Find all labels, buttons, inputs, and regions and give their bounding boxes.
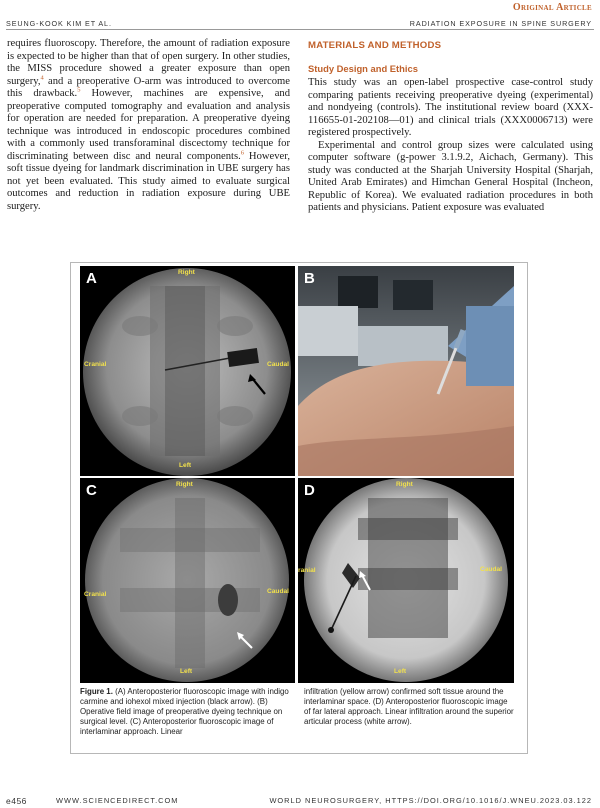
orientation-right-c: Right xyxy=(176,481,193,488)
orientation-caudal-a: Caudal xyxy=(267,361,289,368)
figure-panel-a xyxy=(80,266,295,476)
section-heading: MATERIALS AND METHODS xyxy=(308,40,442,51)
left-paragraph: requires fluoroscopy. Therefore, the amount of radiation exposure is expected to be higher than that of open surgery. In other studies, the MISS procedure showed a greater exposure than open surgery,$^4$ and a preoperative O-arm was introduced to overcome this drawback.$^5$ However, machines are expensive, and preoperative computed tomography and evaluation and analysis for operation are needed for preparation. A preoperative dyeing technique was introduced in endoscopic procedures combined with a commonly used transforaminal discectomy technique for discriminating between disc and neural components.$^6$ However, soft tissue dyeing for landmark discrimination in UBE surgery has not yet been evaluated. This study aimed to evaluate surgical outcomes and reduction in radiation exposure during UBE surgery. xyxy=(7,38,290,212)
figure-caption-left: Figure 1. (A) Anteroposterior fluoroscopic image with indigo carmine and iohexol mixed injection (black arrow). (B) Operative field image of preoperative dyeing technique on surgical level. (C) Anteroposterior fluoroscopic image of interlaminar approach. Linear xyxy=(80,687,289,736)
panel-label-b: B xyxy=(304,270,315,287)
orientation-cranial-a: Cranial xyxy=(84,361,107,368)
figure-label: Figure 1. xyxy=(80,687,113,696)
figure-panel-d xyxy=(298,478,514,683)
running-author: SEUNG-KOOK KIM ET AL. xyxy=(6,19,112,28)
running-title: RADIATION EXPOSURE IN SPINE SURGERY xyxy=(409,19,592,28)
orientation-cranial-c: Cranial xyxy=(84,591,107,598)
orientation-right-d: Right xyxy=(396,481,413,488)
citation-5[interactable]: 5 xyxy=(77,86,81,94)
subheading: Study Design and Ethics xyxy=(308,62,418,74)
header-rule xyxy=(6,29,594,30)
panel-label-a: A xyxy=(86,270,97,287)
page-number: e456 xyxy=(6,796,27,806)
panel-label-c: C xyxy=(86,482,97,499)
section-label: Original Article xyxy=(512,2,592,13)
orientation-left-c: Left xyxy=(180,668,193,675)
citation-4[interactable]: 4 xyxy=(40,73,44,81)
right-column xyxy=(308,40,593,215)
orientation-right-a: Right xyxy=(178,269,195,276)
operative-photo-b xyxy=(298,266,514,476)
orientation-left-d: Left xyxy=(394,668,407,675)
right-paragraph-2: Experimental and control group sizes were calculated using computer software (g-power 3.1.9.2, Aichach, Germany). This study was conducted at the Sharjah University Hospital (Sharjah, United Arab Emirates) and Himchan General Hospital (Incheon, Republic of Korea). We evaluated radiation procedures in both patients and physicians. Patient exposure was evaluated xyxy=(308,139,593,213)
left-column xyxy=(7,38,290,213)
figure-caption-right: infiltration (yellow arrow) confirmed soft tissue around the interlaminar space. (D) Anteroposterior fluoroscopic image of far lateral approach. Linear infiltration around the superior articular process (white arrow). xyxy=(304,687,514,726)
fluoroscopy-image-d xyxy=(298,478,514,683)
fluoroscopy-image-c xyxy=(80,478,295,683)
orientation-left-a: Left xyxy=(179,462,192,469)
footer-site-link[interactable]: WWW.SCIENCEDIRECT.COM xyxy=(56,796,179,805)
orientation-cranial-d: ranial xyxy=(298,567,316,574)
figure-panel-b xyxy=(298,266,514,476)
orientation-caudal-c: Caudal xyxy=(267,588,289,595)
footer-citation[interactable]: WORLD NEUROSURGERY, HTTPS://DOI.ORG/10.1016/J.WNEU.2023.03.122 xyxy=(269,796,592,805)
panel-label-d: D xyxy=(304,482,315,499)
orientation-caudal-d: Caudal xyxy=(480,566,502,573)
fluoroscopy-image-a xyxy=(80,266,295,476)
citation-6[interactable]: 6 xyxy=(240,148,245,156)
figure-panel-c xyxy=(80,478,295,683)
right-paragraph-1: This study was an open-label prospective case-control study comparing patients receiving preoperative dyeing (experimental) and nondyeing (controls). The institutional review board (XXX-116655-01-202108—01) and clinical trials (XXX0006713) were registered prospectively. xyxy=(308,77,593,138)
